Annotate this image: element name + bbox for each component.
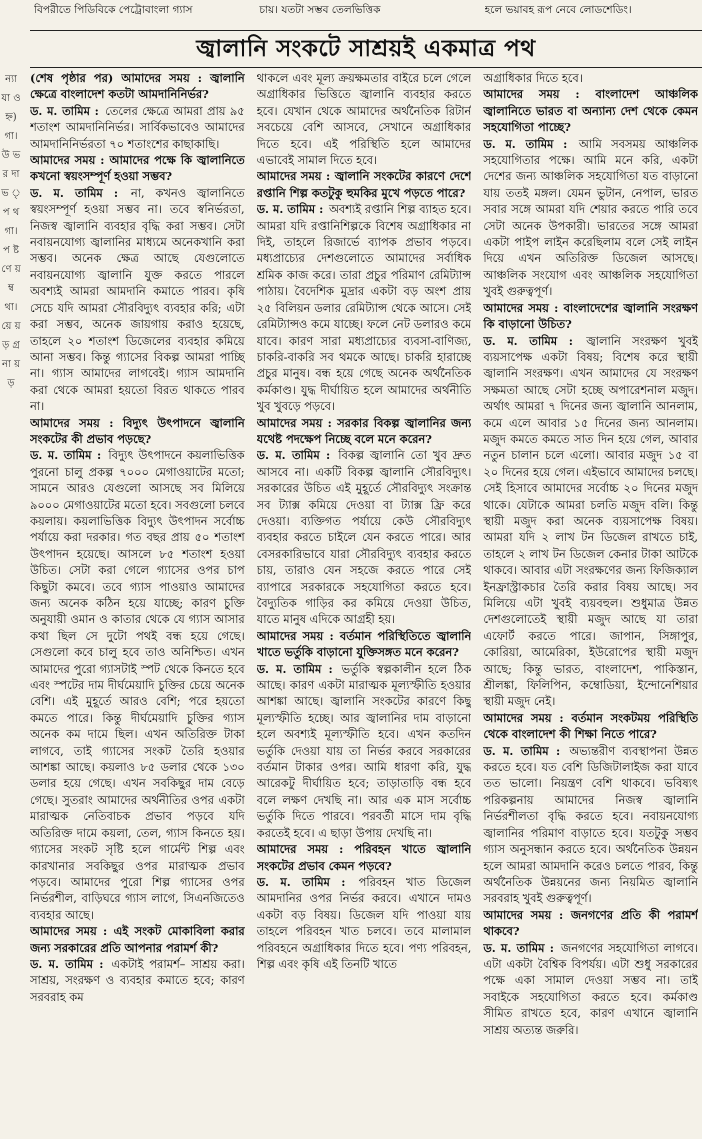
- paragraph-text: বর্তমান পরিস্থিতিতে জ্বালানি খাতে ভর্তুকি বাড়ানো যুক্তিসঙ্গত মনে করেন?: [256, 628, 472, 660]
- paragraph-text: থাকলে এবং মূল্য ক্রয়ক্ষমতার বাইরে চলে গেলে অগ্রাধিকার ভিত্তিতে জ্বালানি ব্যবহার করতে হবে। যেখান থেকে আমাদের অর্থনৈতিক রিটার্ন সবচেয়ে বেশি আসবে, সেখানে অগ্রাধিকার দিতে হবে। এই পরিস্থিতি হলে আমাদের এভাবেই সামাল দিতে হবে।: [256, 71, 472, 168]
- answer-paragraph: [257, 447, 472, 627]
- question-paragraph: [30, 415, 245, 448]
- question-paragraph: [483, 300, 698, 333]
- interviewee-label: ড. ম. তামিম :: [483, 940, 554, 955]
- interviewer-label: আমাদের সময় :: [30, 415, 114, 430]
- interviewee-label: ড. ম. তামিম :: [256, 874, 346, 889]
- article-body: [30, 70, 698, 1132]
- column-1: [30, 70, 245, 1132]
- paragraph-text: বিদ্যুৎ উৎপাদনে কয়লাভিত্তিক পুরনো চালু প্রকল্প ৭০০০ মেগাওয়াটের মতো; সামনে আরও যেগুলো আসছে সব মিলিয়ে ৯০০০ মেগাওয়াটের মতো হবে। সবগুলো চলবে কয়লায়। কয়লাভিত্তিক বিদ্যুৎ উৎপাদন সর্বোচ্চ পর্যায়ে করা দরকার। গত বছর প্রায় ৫০ শতাংশ উৎপাদন হয়েছে। আসলে ৮৫ শতাংশ হওয়া উচিত। সেটা করা গেলে গ্যাসের ওপর চাপ কিছুটা কমবে। তবে গ্যাস পাওয়াও আমাদের জন্য অনেক কঠিন হয়ে যাচ্ছে; কারণ চুক্তি অনুযায়ী ওমান ও কাতার থেকে যে গ্যাস আসার কথা ছিল সে দুটো পথই বন্ধ হয়ে গেছে। সেগুলো কবে চালু হবে তাও অনিশ্চিত। এখন আমাদের পুরো গ্যাসটাই স্পট থেকে কিনতে হবে এবং স্পটের দাম দীর্ঘমেয়াদি চুক্তির চেয়ে অনেক বেশি। এই মুহূর্তে আরও বেশি; পরে হয়তো কমতে পারে। কিন্তু দীর্ঘমেয়াদি চুক্তির গ্যাস অনেক কম দামে ছিল। এখন অতিরিক্ত টাকা লাগবে, তাই গ্যাসের সংকট তৈরি হওয়ার আশঙ্কা আছে। কয়লাও ৮৫ ডলার থেকে ১৩০ ডলার হয়ে গেছে। এখন সবকিছুর দাম বেড়ে গেছে। সুতরাং আমাদের অর্থনীতির ওপর একটা মারাত্মক নেতিবাচক প্রভাব পড়বে যদি অতিরিক্ত দামে কয়লা, তেল, গ্যাস কিনতে হয়। গ্যাসের সংকট সৃষ্টি হলে গার্মেন্ট শিল্প এবং কারখানার সবকিছুর ওপর মারাত্মক প্রভাব পড়বে। আমাদের পুরো শিল্প গ্যাসের ওপর নির্ভরশীল, বাড়িঘরে গ্যাস লাগে, সিএনজিতেও ব্যবহার আছে।: [30, 448, 245, 922]
- paragraph-text: অবশ্যই রপ্তানি শিল্প ব্যাহত হবে। আমরা যদি রপ্তানিশিল্পকে বিশেষ অগ্রাধিকার না দিই, তাহলে রিজার্ভে ব্যাপক প্রভাব পড়বে। মধ্যপ্রাচ্যের দেশগুলোতে আমাদের সর্বাধিক শ্রমিক কাজ করে। তারা প্রচুর পরিমাণ রেমিট্যান্স পাঠায়। বৈদেশিক মুদ্রার একটা বড় অংশ প্রায় ২৫ বিলিয়ন ডলার রেমিট্যান্স থেকে আসে। সেই রেমিট্যান্সও কমে যাচ্ছে। ফলে নেট ডলারও কমে যাবে। কারণ সারা মধ্যপ্রাচ্যের ব্যবসা-বাণিজ্য, চাকরি-বাকরি সব থমকে আছে। চাকরি হারাচ্ছে প্রচুর মানুষ। বন্ধ হয়ে গেছে অনেক অর্থনৈতিক কর্মকাণ্ড। যুদ্ধ দীর্ঘায়িত হলে আমাদের অর্থনীতি খুব খুবড়ে পড়বে।: [256, 202, 472, 414]
- interviewer-label: আমাদের সময় :: [256, 169, 331, 184]
- answer-paragraph: [30, 956, 245, 1005]
- question-paragraph: [483, 710, 698, 743]
- interviewer-label: আমাদের সময় :: [30, 924, 108, 939]
- answer-paragraph: [30, 185, 245, 415]
- paragraph-text: জ্বালানি সংরক্ষণ খুবই ব্যয়সাপেক্ষ একটা বিষয়; বিশেষ করে স্থায়ী জ্বালানি সংরক্ষণ। এখন আমাদের যে সংরক্ষণ সক্ষমতা আছে সেটা হচ্ছে অপারেশনাল মজুদ। অর্থাৎ আমরা ৭ দিনের জন্য জ্বালানি আনলাম, কমে এলে আবার ১৫ দিনের জন্য আনলাম। মজুদ কমতে কমতে সাত দিন হয়ে গেল, আবার নতুন চালান চলে এলো। আবার মজুদ ১৫ বা ২০ দিনের হয়ে গেল। এইভাবে আমাদের চলছে। সেই হিসাবে আমাদের সর্বোচ্চ ২০ দিনের মজুদ থাকে। যেটাকে আমরা চলতি মজুদ বলি। কিন্তু স্থায়ী মজুদ করা অনেক ব্যয়সাপেক্ষ বিষয়। আমরা যদি ২ লাখ টন ডিজেল রাখতে চাই, তাহলে ২ লাখ টন ডিজেল কেনার টাকা আটকে থাকবে। আবার এটা সংরক্ষণের জন্য ফিজিক্যাল ইনফ্রাস্ট্রাকচার তৈরি করার বিষয় আছে। সব মিলিয়ে এটা খুবই ব্যয়বহুল। শুধুমাত্র উন্নত দেশগুলোতেই স্থায়ী মজুদ আছে যা তারা এফোর্ট করতে পারে। জাপান, সিঙ্গাপুর, কোরিয়া, আমেরিকা, ইউরোপের স্থায়ী মজুদ আছে; কিন্তু ভারত, বাংলাদেশ, পাকিস্তান, শ্রীলঙ্কা, ফিলিপিন, কম্বোডিয়া, ইন্দোনেশিয়ার স্থায়ী মজুদ নেই।: [483, 333, 698, 709]
- interviewer-label: আমাদের সময় :: [256, 415, 332, 430]
- paragraph-text: পরিবহন খাতে জ্বালানি সংকটের প্রভাব কেমন পড়বে?: [256, 842, 472, 873]
- interviewee-label: ড. ম. তামিম :: [483, 136, 568, 151]
- article-headline: জ্বালানি সংকটে সাশ্রয়ই একমাত্র পথ: [196, 35, 536, 62]
- interviewer-label: (শেষ পৃষ্ঠার পর) আমাদের সময় :: [30, 71, 202, 85]
- paragraph-text: একটাই পরামর্শ– সাশ্রয় করা। সাশ্রয়, সংরক্ষণ ও ব্যবহার কমাতে হবে; কারণ সরবরাহ কম: [30, 956, 245, 1004]
- paragraph-text: পরিবহন খাত ডিজেল আমদানির ওপর নির্ভর করবে। এখানে দামও একটা বড় বিষয়। ডিজেল যদি পাওয়া যায় তাহলে পরিবহন খাত চলবে। তবে মালামাল পরিবহনে অগ্রাধিকার দিতে হবে। পণ্য পরিবহন, শিল্প এবং কৃষি এই তিনটি খাতে: [256, 874, 472, 971]
- previous-article-strip: [0, 0, 702, 26]
- paragraph-text: বাংলাদেশ আঞ্চলিক জ্বালানিতে ভারত বা অন্যান্য দেশ থেকে কেমন সহযোগিতা পাচ্ছে?: [483, 87, 698, 135]
- paragraph-text: না, কখনও জ্বালানিতে স্বয়ংসম্পূর্ণ হওয়া সম্ভব না। তবে স্বনির্ভরতা, নিজস্ব জ্বালানি ব্যবহার বৃদ্ধি করা সম্ভব। সেটা নবায়নযোগ্য জ্বালানির মাধ্যমে অনেকখানি করা সম্ভব। অনেক ক্ষেত্র আছে যেগুলোতে নবায়নযোগ্য জ্বালানি যুক্ত করতে পারলে অবশ্যই আমরা আমদানি কমাতে পারব। কৃষি সেচে যদি আমরা সৌরবিদ্যুৎ ব্যবহার করি; এটা করা সম্ভব, অনেক জায়গায় করাও হয়েছে, তাহলে ২০ শতাংশ ডিজেলের ব্যবহার কমিয়ে আনা সম্ভব। কিন্তু গ্যাসের বিকল্প আমরা পাচ্ছি না। গ্যাস আমাদের লাগবেই। গ্যাস আমদানি করা থেকে আমরা হয়তো বিরত থাকতে পারব না।: [30, 185, 245, 414]
- question-paragraph: [483, 907, 698, 940]
- paragraph-text: ভর্তুকি স্বল্পকালীন হলে ঠিক আছে। কারণ একটা মারাত্মক মূল্যস্ফীতি হওয়ার আশঙ্কা আছে। জ্বালানি সংকটের কারণে কিছু মূল্যস্ফীতি হচ্ছে। আর জ্বালানির দাম বাড়ানো হলে অবশ্যই মূল্যস্ফীতি হবে। এখন কতদিন ভর্তুকি দেওয়া যায় তা নির্ভর করবে সরকারের বর্তমান টাকার ওপর। আমি ধারণা করি, যুদ্ধ আরেকটু দীর্ঘায়িত হবে; তাড়াতাড়ি বন্ধ হবে বলে লক্ষণ দেখছি না। আর এক মাস সর্বোচ্চ ভর্তুকি দিতে পারবে। পরবর্তী মাসে দাম বৃদ্ধি করতেই হবে। এ ছাড়া উপায় দেখছি না।: [256, 661, 472, 840]
- strip-text-1: বিপরীতে পিডিবিকে পেট্রোবাংলা গ্যাস: [34, 4, 193, 16]
- question-paragraph: [30, 152, 245, 185]
- paragraph-text: বিকল্প জ্বালানি তো খুব দ্রুত আসবে না। একটি বিকল্প জ্বালানি সৌরবিদ্যুৎ। সরকারের উচিত এই মুহূর্তে সৌরবিদ্যুৎ সংক্রান্ত সব ট্যাক্স কমিয়ে দেওয়া বা ট্যাক্স ফ্রি করে দেওয়া। ব্যক্তিগত পর্যায়ে কেউ সৌরবিদ্যুৎ ব্যবহার করতে চাইলে যেন করতে পারে। আর বেসরকারিভাবে যারা সৌরবিদ্যুৎ ব্যবহার করতে চায়, তারাও যেন সহজে করতে পারে সেই ব্যাপারে সরকারকে সহযোগিতা করতে হবে। বৈদ্যুতিক গাড়ির কর কমিয়ে দেওয়া উচিত, যাতে মানুষ এদিকে আগ্রহী হয়।: [256, 448, 472, 627]
- answer-paragraph: [483, 940, 698, 1038]
- answer-paragraph: [30, 447, 245, 923]
- question-paragraph: [257, 628, 472, 661]
- question-paragraph: [483, 86, 698, 135]
- interviewer-label: আমাদের সময় :: [483, 907, 564, 922]
- answer-paragraph: [30, 103, 245, 152]
- interviewer-label: আমাদের সময় :: [483, 87, 580, 102]
- interviewee-label: ড. ম. তামিম :: [256, 661, 333, 676]
- answer-paragraph: [257, 874, 472, 972]
- interviewee-label: ড. ম. তামিম :: [483, 743, 561, 758]
- body-paragraph: [257, 70, 472, 168]
- interviewer-label: আমাদের সময় :: [30, 153, 105, 168]
- answer-paragraph: [483, 333, 698, 710]
- question-paragraph: [30, 923, 245, 956]
- column-2: [257, 70, 472, 1132]
- strip-text-2: চায়। যতটা সম্ভব তেলভিত্তিক: [259, 4, 381, 16]
- question-paragraph: [257, 841, 472, 874]
- interviewer-label: আমাদের সময় :: [483, 300, 559, 315]
- answer-paragraph: [257, 201, 472, 414]
- interviewee-label: ড. ম. তামিম :: [483, 333, 573, 348]
- paragraph-text: অগ্রাধিকার দিতে হবে।: [483, 71, 583, 85]
- paragraph-text: জ্বালানি ক্ষেত্রে বাংলাদেশ কতটা আমদানিনির্ভর?: [30, 71, 245, 102]
- paragraph-text: এই সংকট মোকাবিলা করার জন্য সরকারের প্রতি আপনার পরামর্শ কী?: [30, 924, 245, 955]
- column-3: [483, 70, 698, 1132]
- interviewee-label: ড. ম. তামিম :: [30, 185, 119, 200]
- paragraph-text: জনগণের প্রতি কী পরামর্শ থাকবে?: [483, 907, 698, 939]
- body-paragraph: [483, 70, 698, 86]
- interviewer-label: আমাদের সময় :: [256, 842, 344, 857]
- headline-bar: [30, 30, 702, 68]
- adjacent-article-fragment: ন্যা যা ও হ্ন) গা। উ ভ র দা ভ ৃ প থ গা। প ষ্ট ণে য় ম্ব থা। য়ে য় ড় গ্র না য় ড়: [1, 74, 21, 389]
- paragraph-text: জ্বালানি সংকটের কারণে দেশে রপ্তানি শিল্প কতটুকু হুমকির মুখে পড়তে পারে?: [256, 169, 472, 200]
- strip-gutter: [0, 0, 26, 26]
- interviewee-label: ড. ম. তামিম :: [30, 956, 104, 971]
- interviewee-label: ড. ম. তামিম :: [256, 448, 331, 463]
- paragraph-text: তেলের ক্ষেত্রে আমরা প্রায় ৯৫ শতাংশ আমদানিনির্ভর। সার্বিকভাবেও আমাদের আমদানিনির্ভরতা ৭০ শতাংশের কাছাকাছি।: [30, 103, 245, 151]
- interviewee-label: ড. ম. তামিম :: [30, 448, 102, 463]
- answer-paragraph: [257, 661, 472, 841]
- paragraph-text: বর্তমান সংকটময় পরিস্থিতি থেকে বাংলাদেশ কী শিক্ষা নিতে পারে?: [483, 710, 698, 742]
- answer-paragraph: [483, 743, 698, 907]
- paragraph-text: বাংলাদেশের জ্বালানি সংরক্ষণ কি বাড়ানো উচিত?: [483, 300, 698, 332]
- paragraph-text: বিদ্যুৎ উৎপাদনে জ্বালানি সংকটের কী প্রভাব পড়ছে?: [30, 415, 245, 446]
- question-paragraph: [257, 168, 472, 201]
- paragraph-text: জনগণের সহযোগিতা লাগবে। এটা একটা বৈশ্বিক বিপর্যয়। এটা শুধু সরকারের পক্ষে একা সামাল দেওয়া সম্ভব না। তাই সবাইকে সহযোগিতা করতে হবে। কর্মকাণ্ড সীমিত রাখতে হবে, কারণ এখানে জ্বালানি সাশ্রয় অত্যন্ত জরুরি।: [483, 940, 698, 1037]
- answer-paragraph: [483, 136, 698, 300]
- question-paragraph: [257, 415, 472, 448]
- paragraph-text: অভ্যন্তরীণ ব্যবস্থাপনা উন্নত করতে হবে। যত বেশি ডিজিটালাইজ করা যাবে তত ভালো। নিয়ন্ত্রণ বেশি থাকবে। ভবিষ্যৎ পরিকল্পনায় আমাদের নিজস্ব জ্বালানি নির্ভরশীলতা বৃদ্ধি করতে হবে। নবায়নযোগ্য জ্বালানির পরিমাণ বাড়াতে হবে। যতটুকু সম্ভব গ্যাস অনুসন্ধান করতে হবে। অর্থনৈতিক উন্নয়ন হলে আমরা আমদানি করেও চলতে পারব, কিন্তু অর্থনৈতিক উন্নয়নের জন্য নিয়মিত জ্বালানি সরবরাহ খুবই গুরুত্বপূর্ণ।: [483, 743, 698, 906]
- paragraph-text: আমাদের পক্ষে কি জ্বালানিতে কখনো স্বয়ংসম্পূর্ণ হওয়া সম্ভব?: [30, 153, 245, 184]
- question-paragraph: [30, 70, 245, 103]
- strip-text-3: হলে ভয়াবহ রূপ নেবে লোডশেডিং।: [484, 4, 632, 16]
- interviewee-label: ড. ম. তামিম :: [256, 202, 324, 217]
- interviewer-label: আমাদের সময় :: [483, 710, 564, 725]
- paragraph-text: আমি সবসময় আঞ্চলিক সহযোগিতার পক্ষে। আমি মনে করি, একটা দেশের জন্য আঞ্চলিক সহযোগিতা যত বাড়ানো যায় ততই মঙ্গল। যেমন ভুটান, নেপাল, ভারত সবার সঙ্গে আমরা যদি শেয়ার করতে পারি তবে সেটা অনেক উপকারী। ভারতের সঙ্গে আমরা একটা পাইপ লাইন করেছিলাম বলে সেই লাইন দিয়ে এখন অতিরিক্ত ডিজেল আসছে। আঞ্চলিক সংযোগ এবং আঞ্চলিক সহযোগিতা খুবই গুরুত্বপূর্ণ।: [483, 136, 698, 299]
- paragraph-text: সরকার বিকল্প জ্বালানির জন্য যথেষ্ট পদক্ষেপ নিচ্ছে বলে মনে করেন?: [256, 415, 472, 446]
- interviewer-label: আমাদের সময় :: [256, 628, 334, 643]
- interviewee-label: ড. ম. তামিম :: [30, 103, 99, 118]
